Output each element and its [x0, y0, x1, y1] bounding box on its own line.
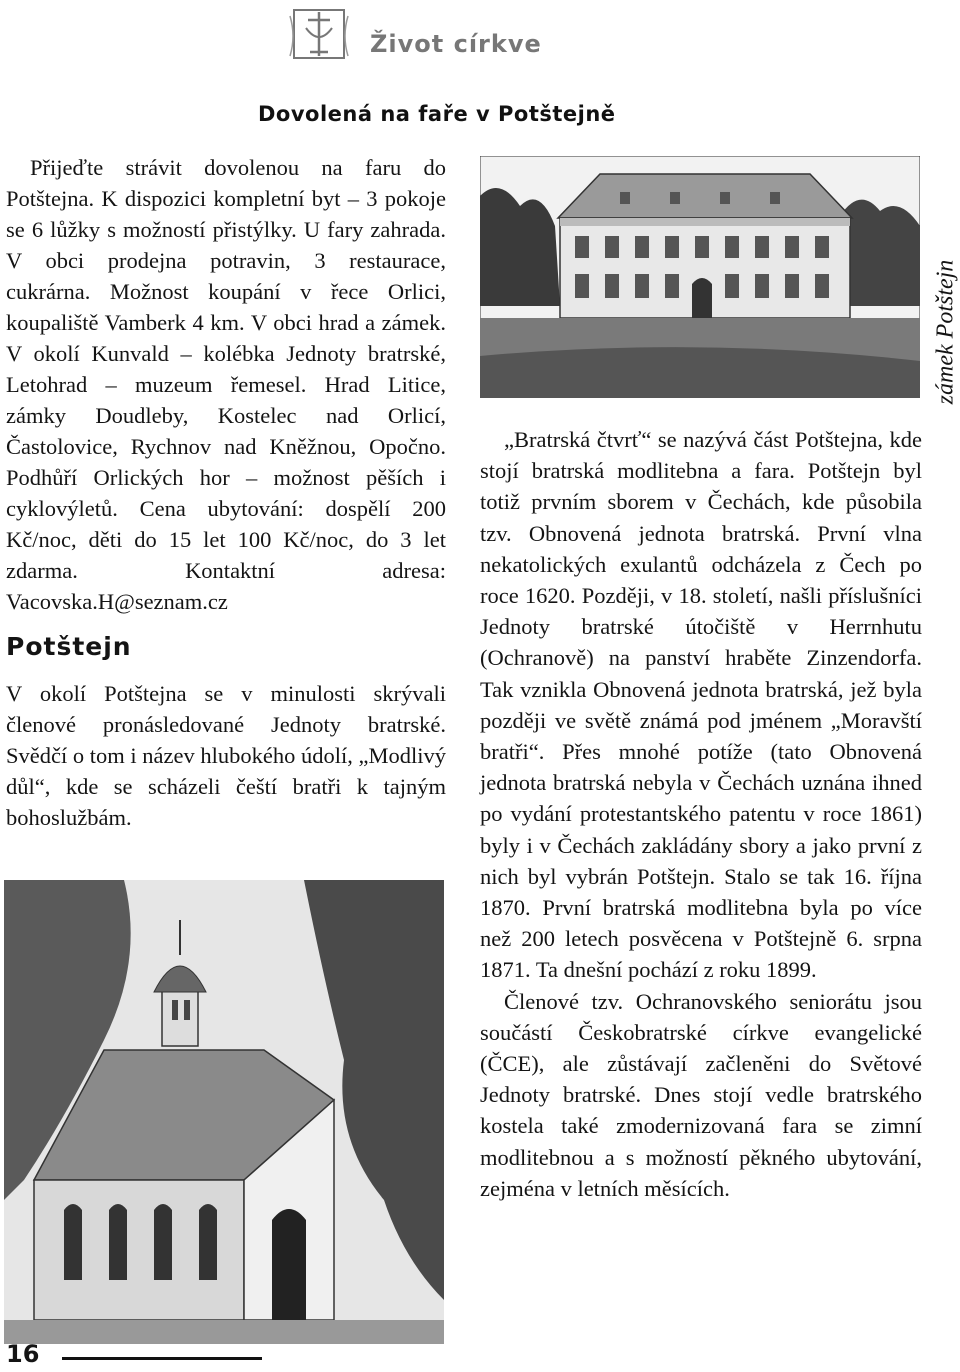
subheading-potstejn: Potštejn [6, 632, 132, 661]
section-label: Život církve [370, 30, 542, 58]
intro-paragraph: Přijeďte strávit dovolenou na faru do Potštejna. K dispozici kompletní byt – 3 pokoje se 6 lůžky s možností přistýlky. U fary zahrada. V obci prodejna potravin, 3 restaurace, cukrárna. Možnost koupání v řece Orlici, koupaliště Vamberk 4 km. V obci hrad a zámek. V okolí Kunvald – kolébka Jednoty bratrské, Letohrad – muzeum řemesel. Hrad Litice, zámky Doudleby, Kostelec nad Orlicí, Častolovice, Rychnov nad Kněžnou, Opočno. Podhůří Orlických hor – možnost pěších i cyklovýletů. Cena ubytování: dospělí 200 Kč/noc, děti do 15 let 100 Kč/noc, do 3 let zdarma. Kontaktní adresa: Vacovska.H@seznam.cz [6, 155, 446, 614]
chateau-photo [480, 156, 920, 398]
left-column [6, 152, 446, 833]
potstejn-paragraph: V okolí Potštejna se v minulosti skrývali členové pronásledované Jednoty bratrské. Svědčí o tom i název hlubokého údolí, „Modlivý důl“, kde se scházeli čeští bratři k tajným bohoslužbám. [6, 681, 446, 830]
page-number: 16 [6, 1340, 40, 1368]
church-photo [4, 880, 444, 1344]
chalice-cross-logo-icon [288, 6, 350, 62]
footer-rule [62, 1357, 262, 1360]
history-paragraph: „Bratrská čtvrť“ se nazývá část Potštejna, kde stojí bratrská modlitebna a fara. Potštejn byl totiž prvním sborem v Čechách, kde působila tzv. Obnovená jednota bratrská. První vlna nekatolických exulantů odcházela z Čech po roce 1620. Později, v 18. století, našli příslušníci Jednoty bratrské útočiště v Herrnhutu (Ochranově) na panství hraběte Zinzendorfa. Tak vznikla Obnovená jednota bratrská, jež byla později ve světě známá pod jménem „Moravští bratři“. Přes mnohé potíže (tato Obnovená jednota bratrská nebyla v Čechách uznána ihned po vydání protestantského patentu v roce 1861) byly i v Čechách zakládány sbory a jako první z nich byl vybrán Potštejn. Stalo se tak 16. října 1870. První bratrská modlitebna byla po více než 200 letech posvěcena v Potštejně 6. srpna 1871. Ta dnešní pochází z roku 1899. [480, 427, 922, 983]
right-column [480, 424, 922, 1204]
members-paragraph: Členové tzv. Ochranovského seniorátu jsou součástí Českobratrské církve evangelické (ČCE), ale zůstávají začleněni do Světové Jednoty bratrské. Dnes stojí vedle bratrského kostela také zmodernizovaná fara se zimní modlitebnou a s možností pěkného ubytování, zejména v letních měsících. [480, 988, 922, 1201]
article-title: Dovolená na faře v Potštejně [258, 102, 616, 126]
photo-caption-text: zámek Potštejn [932, 259, 959, 405]
photo-caption [932, 232, 960, 432]
